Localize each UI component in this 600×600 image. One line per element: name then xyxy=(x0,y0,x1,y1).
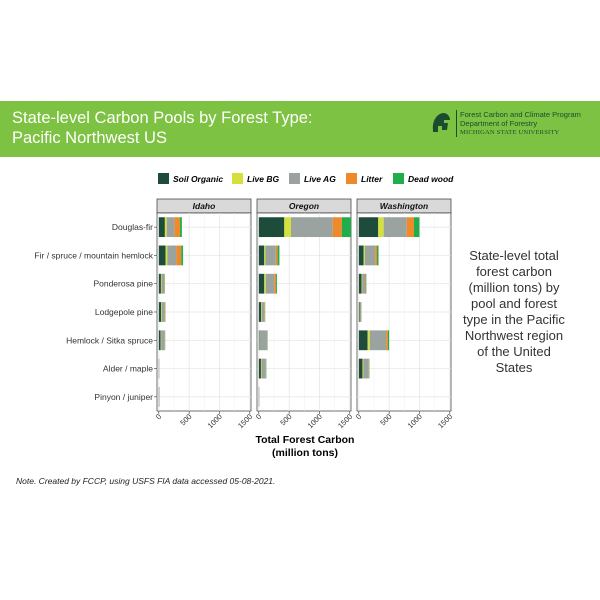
bar-oregon-fir-spruce-mountain-hemlock-litter xyxy=(276,246,278,266)
bar-oregon-lodgepole-pine-litter xyxy=(264,302,265,322)
bar-oregon-ponderosa-pine-live-ag xyxy=(266,274,274,294)
x-tick-label: 1500 xyxy=(436,412,455,431)
legend-label-dead-wood: Dead wood xyxy=(408,174,454,184)
bar-oregon-hemlock-sitka-spruce-soil-organic xyxy=(259,330,260,350)
category-label-douglas-fir: Douglas-fir xyxy=(111,222,153,233)
bar-washington-ponderosa-pine-live-ag xyxy=(362,274,365,294)
bar-oregon-ponderosa-pine-dead-wood xyxy=(276,274,277,294)
bar-oregon-douglas-fir-dead-wood xyxy=(342,217,351,237)
bar-idaho-ponderosa-pine-soil-organic xyxy=(159,274,161,294)
x-tick-label: 500 xyxy=(178,412,194,428)
category-label-lodgepole-pine: Lodgepole pine xyxy=(94,307,153,317)
bar-washington-alder-maple-live-bg xyxy=(362,359,363,379)
category-label-fir-spruce-mountain-hemlock: Fir / spruce / mountain hemlock xyxy=(34,250,153,261)
bar-idaho-hemlock-sitka-spruce-live-ag xyxy=(161,330,165,350)
x-tick-label: 500 xyxy=(378,412,394,428)
legend-label-litter: Litter xyxy=(361,174,383,184)
panel-idaho xyxy=(154,199,254,430)
bar-idaho-lodgepole-pine-litter xyxy=(165,302,166,322)
bar-idaho-fir-spruce-mountain-hemlock-live-ag xyxy=(167,246,176,266)
bar-oregon-douglas-fir-live-ag xyxy=(291,217,333,237)
panel-washington xyxy=(354,199,454,430)
x-tick-label: 1000 xyxy=(205,412,224,431)
legend-swatch-live-ag xyxy=(289,173,300,184)
program-line-2: Department of Forestry xyxy=(460,119,538,128)
bar-idaho-fir-spruce-mountain-hemlock-litter xyxy=(176,246,181,266)
bar-washington-ponderosa-pine-litter xyxy=(365,274,366,294)
bar-washington-hemlock-sitka-spruce-soil-organic xyxy=(359,330,368,350)
chart-panels xyxy=(154,199,454,430)
bar-washington-fir-spruce-mountain-hemlock-litter xyxy=(375,246,377,266)
bar-washington-douglas-fir-dead-wood xyxy=(414,217,419,237)
bar-washington-alder-maple-soil-organic xyxy=(359,359,363,379)
x-tick-label: 1500 xyxy=(336,412,355,431)
bar-oregon-lodgepole-pine-soil-organic xyxy=(259,302,261,322)
x-tick-label: 0 xyxy=(253,412,264,422)
bar-idaho-fir-spruce-mountain-hemlock-live-bg xyxy=(165,246,167,266)
chart-legend xyxy=(158,173,454,184)
bar-idaho-lodgepole-pine-live-ag xyxy=(162,302,165,322)
bar-idaho-ponderosa-pine-live-bg xyxy=(161,274,162,294)
bar-washington-hemlock-sitka-spruce-litter xyxy=(386,330,388,350)
legend-swatch-soil-organic xyxy=(158,173,169,184)
x-axis-label-line-1: Total Forest Carbon xyxy=(255,434,355,446)
program-line-1: Forest Carbon and Climate Program xyxy=(460,110,581,119)
bar-idaho-douglas-fir-soil-organic xyxy=(159,217,165,237)
bar-washington-hemlock-sitka-spruce-dead-wood xyxy=(388,330,389,350)
bar-oregon-alder-maple-live-bg xyxy=(261,359,262,379)
x-tick-label: 1000 xyxy=(305,412,324,431)
x-tick-label: 1000 xyxy=(405,412,424,431)
bar-oregon-ponderosa-pine-soil-organic xyxy=(259,274,264,294)
y-axis-labels xyxy=(34,222,157,402)
panel-title-oregon: Oregon xyxy=(288,201,320,211)
category-label-ponderosa-pine: Ponderosa pine xyxy=(93,278,153,289)
x-tick-label: 0 xyxy=(153,412,164,422)
bar-oregon-douglas-fir-live-bg xyxy=(284,217,291,237)
x-axis-label-line-2: (million tons) xyxy=(272,447,338,459)
legend-swatch-dead-wood xyxy=(393,173,404,184)
bar-oregon-fir-spruce-mountain-hemlock-soil-organic xyxy=(259,246,264,266)
bar-idaho-ponderosa-pine-live-ag xyxy=(162,274,165,294)
x-tick-label: 500 xyxy=(278,412,294,428)
bar-oregon-ponderosa-pine-litter xyxy=(274,274,276,294)
bar-washington-douglas-fir-live-bg xyxy=(378,217,383,237)
bar-idaho-fir-spruce-mountain-hemlock-dead-wood xyxy=(181,246,183,266)
panel-title-idaho: Idaho xyxy=(192,201,216,211)
bar-washington-lodgepole-pine-live-ag xyxy=(360,302,361,322)
bar-idaho-douglas-fir-live-ag xyxy=(167,217,175,237)
bar-washington-fir-spruce-mountain-hemlock-live-ag xyxy=(365,246,375,266)
bar-idaho-douglas-fir-litter xyxy=(175,217,180,237)
chart-description: State-level total forest carbon (million tons) by pool and forest type in the Pacific Northwest region of the United States xyxy=(463,248,565,375)
bar-washington-lodgepole-pine-soil-organic xyxy=(359,302,360,322)
bar-oregon-fir-spruce-mountain-hemlock-live-bg xyxy=(264,246,265,266)
university-name: MICHIGAN STATE UNIVERSITY xyxy=(460,129,560,136)
bar-washington-douglas-fir-soil-organic xyxy=(359,217,378,237)
bar-oregon-lodgepole-pine-live-ag xyxy=(262,302,264,322)
category-label-pinyon-juniper: Pinyon / juniper xyxy=(94,391,153,402)
bar-oregon-ponderosa-pine-live-bg xyxy=(264,274,266,294)
legend-label-live-bg: Live BG xyxy=(247,174,280,184)
x-tick-label: 1500 xyxy=(236,412,255,431)
x-tick-label: 0 xyxy=(353,412,364,422)
source-note: Note. Created by FCCP, using USFS FIA data accessed 05-08-2021. xyxy=(16,476,276,486)
bar-oregon-fir-spruce-mountain-hemlock-live-ag xyxy=(265,246,275,266)
bar-washington-fir-spruce-mountain-hemlock-dead-wood xyxy=(377,246,379,266)
bar-idaho-douglas-fir-dead-wood xyxy=(180,217,182,237)
legend-label-live-ag: Live AG xyxy=(304,174,336,184)
panel-oregon xyxy=(254,199,354,430)
bar-idaho-douglas-fir-live-bg xyxy=(165,217,167,237)
banner-title-line-1: State-level Carbon Pools by Forest Type: xyxy=(12,109,313,127)
legend-label-soil-organic: Soil Organic xyxy=(173,174,224,184)
panel-title-washington: Washington xyxy=(379,201,429,211)
bar-oregon-lodgepole-pine-live-bg xyxy=(261,302,262,322)
bar-washington-fir-spruce-mountain-hemlock-live-bg xyxy=(364,246,365,266)
bar-oregon-fir-spruce-mountain-hemlock-dead-wood xyxy=(278,246,280,266)
bar-idaho-hemlock-sitka-spruce-soil-organic xyxy=(159,330,161,350)
bar-oregon-douglas-fir-soil-organic xyxy=(259,217,284,237)
banner-title-line-2: Pacific Northwest US xyxy=(12,129,167,147)
bar-idaho-lodgepole-pine-live-bg xyxy=(161,302,162,322)
bar-washington-alder-maple-live-ag xyxy=(363,359,368,379)
bar-washington-ponderosa-pine-soil-organic xyxy=(359,274,362,294)
bar-oregon-douglas-fir-litter xyxy=(333,217,342,237)
legend-swatch-litter xyxy=(346,173,357,184)
bar-washington-hemlock-sitka-spruce-live-bg xyxy=(368,330,370,350)
bar-washington-fir-spruce-mountain-hemlock-soil-organic xyxy=(359,246,364,266)
category-label-hemlock-sitka-spruce: Hemlock / Sitka spruce xyxy=(66,335,153,346)
bar-idaho-lodgepole-pine-soil-organic xyxy=(159,302,161,322)
bar-washington-douglas-fir-live-ag xyxy=(384,217,407,237)
bar-oregon-alder-maple-live-ag xyxy=(262,359,266,379)
bar-washington-ponderosa-pine-live-bg xyxy=(362,274,363,294)
category-label-alder-maple: Alder / maple xyxy=(102,363,153,374)
bar-washington-douglas-fir-litter xyxy=(407,217,414,237)
bar-washington-hemlock-sitka-spruce-live-ag xyxy=(370,330,386,350)
bar-oregon-alder-maple-soil-organic xyxy=(259,359,261,379)
legend-swatch-live-bg xyxy=(232,173,243,184)
bar-idaho-fir-spruce-mountain-hemlock-soil-organic xyxy=(159,246,166,266)
bar-oregon-hemlock-sitka-spruce-live-ag xyxy=(260,330,267,350)
